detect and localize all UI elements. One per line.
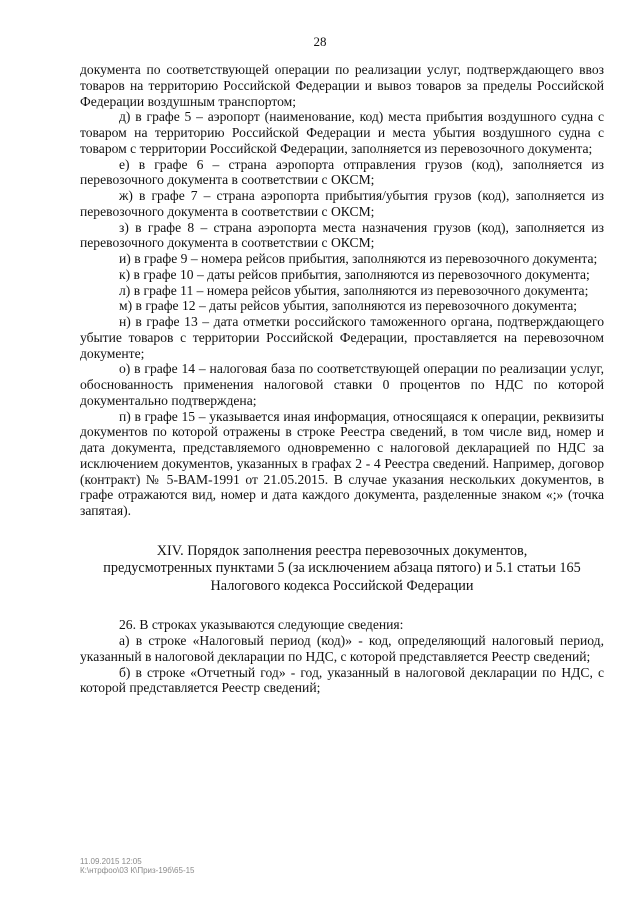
footer-stamp	[80, 857, 195, 875]
paragraph: 26. В строках указываются следующие сведения:	[119, 617, 404, 633]
section-heading-line: Налогового кодекса Российской Федерации	[210, 577, 474, 594]
paragraph: е) в графе 6 – страна аэропорта отправления грузов (код), заполняется из перевозочного документа в соответствии с ОКСМ;	[80, 156, 604, 188]
paragraph: л) в графе 11 – номера рейсов убытия, заполняются из перевозочного документа;	[119, 282, 589, 298]
paragraph: б) в строке «Отчетный год» - год, указанный в налоговой декларации по НДС, с которой представляется Реестр сведений;	[80, 664, 604, 696]
paragraph: документа по соответствующей операции по реализации услуг, подтверждающего ввоз товаров на территорию Российской Федерации и вывоз товаров за пределы Российской Федерации воздушным транспортом;	[80, 62, 604, 109]
paragraph: н) в графе 13 – дата отметки российского таможенного органа, подтверждающего убытие товаров с территории Российской Федерации, проставляется на перевозочном документе;	[80, 314, 604, 361]
section-heading	[80, 543, 604, 596]
paragraphs-after-heading	[80, 617, 604, 696]
paragraphs-before-heading	[80, 62, 604, 519]
footer-timestamp: 11.09.2015 12:05	[80, 857, 142, 866]
section-heading-line: предусмотренных пунктами 5 (за исключением абзаца пятого) и 5.1 статьи 165	[103, 560, 581, 577]
paragraph: з) в графе 8 – страна аэропорта места назначения грузов (код), заполняется из перевозочного документа в соответствии с ОКСМ;	[80, 219, 604, 251]
document-body	[80, 62, 604, 696]
section-heading-line: XIV. Порядок заполнения реестра перевозочных документов,	[156, 542, 528, 559]
paragraph: п) в графе 15 – указывается иная информация, относящаяся к операции, реквизиты документов по которой отражены в строке Реестра сведений, в том числе вид, номер и дата документа, представляемого одновременно с налоговой декларацией по НДС за исключением документов, указанных в графах 2 - 4 Реестра сведений. Например, договор (контракт) № 5-ВАМ-1991 от 21.05.2015. В случае указания нескольких документов, в графе отражаются вид, номер и дата каждого документа, разделенные знаком «;» (точка запятая).	[80, 408, 604, 518]
paragraph: м) в графе 12 – даты рейсов убытия, заполняются из перевозочного документа;	[119, 298, 578, 314]
paragraph: к) в графе 10 – даты рейсов прибытия, заполняются из перевозочного документа;	[119, 266, 590, 282]
page-number: 28	[313, 34, 327, 49]
paragraph: о) в графе 14 – налоговая база по соответствующей операции по реализации услуг, обоснованность применения налоговой ставки 0 процентов по НДС по которой документально подтверждена;	[80, 361, 604, 408]
paragraph: и) в графе 9 – номера рейсов прибытия, заполняются из перевозочного документа;	[119, 251, 598, 266]
footer-file-path: К:\нтрфоо\03 К\Приз-19б\65-15	[80, 866, 195, 875]
paragraph: д) в графе 5 – аэропорт (наименование, код) места прибытия воздушного судна с товаром на территорию Российской Федерации и места убытия воздушного судна с товаром с территории Российской Федерации, заполняется из перевозочного документа;	[80, 109, 604, 156]
paragraph: а) в строке «Налоговый период (код)» - код, определяющий налоговый период, указанный в налоговой декларации по НДС, с которой представляется Реестр сведений;	[80, 633, 604, 664]
paragraph: ж) в графе 7 – страна аэропорта прибытия/убытия грузов (код), заполняется из перевозочного документа в соответствии с ОКСМ;	[80, 188, 604, 219]
